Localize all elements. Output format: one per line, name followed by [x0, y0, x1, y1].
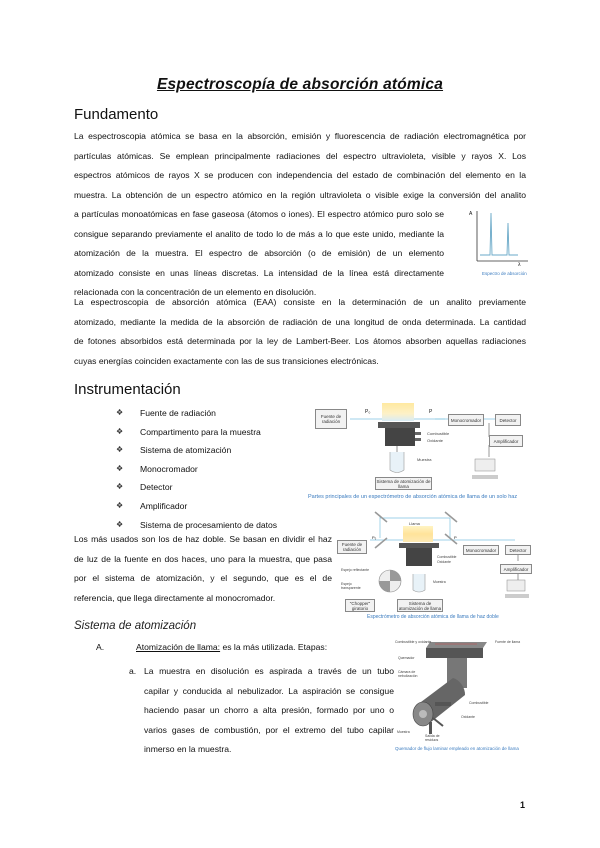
diagram-label-oxidant: Oxidante [461, 715, 476, 719]
laminar-flow-burner-figure [395, 630, 555, 755]
absorption-spectrum-figure [460, 205, 545, 280]
text-line: capilar y conducida al nebulizador. La aspiración se consigue [144, 685, 394, 696]
text-line: espectros atómicos de rayos X se producen con independencia del estado de combinación del elemento en la [74, 170, 526, 180]
list-item-label: Sistema de atomización [140, 445, 232, 456]
diagram-label-fuel: Combustible [427, 431, 450, 436]
document-title: Espectroscopía de absorción atómica [156, 76, 444, 93]
paragraph-double-beam [74, 530, 332, 608]
diagram-label-p: P [454, 535, 457, 540]
diamond-bullet-icon: ❖ [116, 500, 124, 510]
diagram-box-monochromator: Monocromador [463, 545, 499, 555]
list-item-label: Detector [140, 482, 173, 493]
list-item [116, 404, 277, 423]
diagram-label-flame: Llama [409, 521, 420, 526]
figure2-caption: Espectrómetro de absorción atómica de llama de haz doble [367, 614, 499, 620]
text-line: La espectroscopia de absorción atómica (EAA) consiste en la determinación de un analito previamente [74, 297, 526, 307]
text-line: atomizado, mediante la medida de la absorción de radiación de una longitud de onda determinada. La cantidad [74, 316, 526, 327]
figure1-caption: Partes principales de un espectrómetro de absorción atómica de llama de un solo haz [308, 494, 518, 500]
paragraph-fundamento-1 [74, 127, 526, 205]
diagram-label-mirror-bottom: Espejo transparente [341, 582, 361, 590]
diagram-label-sample: Muestra [417, 457, 432, 462]
text-line: inmerso en la muestra. [144, 744, 232, 754]
text-line: relacionada con la concentración de un elemento en disolución. [74, 287, 317, 297]
diagram-box-amplifier: Amplificador [489, 435, 523, 447]
diamond-bullet-icon: ❖ [116, 445, 124, 455]
list-item [116, 478, 277, 497]
section-heading-fundamento: Fundamento [74, 106, 159, 123]
diagram-label-oxidant: Oxidante [427, 438, 444, 443]
diagram-label-mirror-top: Espejo reflectante [341, 568, 370, 572]
list-item-label: Compartimento para la muestra [140, 426, 261, 437]
text-line: varios gases de combustión, por el extremo del tubo capilar [144, 724, 394, 735]
spectrum-caption: Espectro de absorción [482, 271, 527, 276]
diagram-label-sample: Muestra [397, 730, 410, 734]
paragraph-fundamento-2 [74, 293, 526, 371]
section-heading-instrumentacion: Instrumentación [74, 381, 181, 398]
list-item-label: Sistema de procesamiento de datos [140, 519, 278, 530]
diagram-box-detector: Detector [495, 414, 521, 426]
single-beam-spectrometer-figure [305, 395, 545, 505]
text-line: referencia, que llega directamente al monocromador. [74, 592, 276, 603]
diagram-label-outlet: Salida de residuos [425, 734, 440, 742]
text-line: de fotones absorbidos está determinada por la ley de Lambert-Beer. Los átomos absorben aquellas radiaciones [74, 336, 526, 346]
subsection-heading-atomizacion: Sistema de atomización [74, 620, 197, 632]
text-line: cuyas energías coinciden exactamente con las de sus transiciones electrónicas. [74, 355, 379, 366]
text-line: La espectroscopia atómica se basa en la absorción, emisión y fluorescencia de radiación electromagnética por [74, 131, 526, 141]
double-beam-spectrometer-figure [335, 508, 550, 623]
spectrum-y-label: A [469, 211, 473, 217]
diamond-bullet-icon: ❖ [116, 463, 124, 473]
text-line: consigue separando previamente el analito de todo lo de más a lo que este unido, mediante la [74, 228, 444, 239]
spectrum-chart-icon [460, 205, 545, 270]
diagram-label-fuel: Combustible [437, 555, 457, 559]
diamond-bullet-icon: ❖ [116, 408, 124, 417]
text-line: haciendo pasar un chorro a alta presión, formado por uno o [144, 705, 394, 715]
list-item [116, 460, 277, 479]
burner-diagram-icon [395, 630, 555, 745]
text-line: muestra. La obtención de un espectro atómico en la región ultravioleta o visible exige la conversión del analito [74, 189, 526, 200]
list-item [116, 497, 277, 516]
diamond-bullet-icon: ❖ [116, 482, 124, 492]
list-marker: a. [129, 666, 137, 676]
list-item [116, 423, 277, 442]
instrumentation-list [116, 404, 277, 534]
diagram-box-detector: Detector [505, 545, 531, 555]
diagram-label-oxidant: Oxidante [437, 560, 452, 564]
list-item-atomizacion-llama [96, 642, 327, 652]
term-atomizacion-llama: Atomización de llama: [136, 642, 221, 652]
list-item-label: Amplificador [140, 500, 188, 511]
diamond-bullet-icon: ❖ [116, 519, 124, 529]
step-a-text [144, 662, 394, 760]
diagram-box-monochromator: Monocromador [448, 414, 484, 426]
diagram-box-chopper: "Chopper" giratorio [345, 599, 375, 612]
text-line: de luz de la fuente en dos haces, uno para la muestra, que pasa [74, 553, 332, 564]
text-line: La muestra en disolución es aspirada a través de un tubo [144, 666, 394, 676]
diagram-label-fuel: Combustible [469, 701, 489, 705]
text-line: atomizado consiste en unas líneas discretas. La intensidad de la línea está directamente [74, 267, 444, 278]
diagram-label-ignition: Fuente de llama [495, 640, 521, 644]
list-item-label: Monocromador [140, 463, 198, 474]
text-line: por el sistema de atomización, y el segundo, que es el de [74, 573, 332, 583]
spectrum-x-label: λ [518, 262, 521, 268]
figure3-caption: Quemador de flujo laminar empleado en atomización de llama [395, 746, 519, 751]
diagram-label-burner: Quemador [398, 656, 415, 660]
diagram-box-amplifier: Amplificador [500, 564, 532, 574]
list-item [116, 441, 277, 460]
text-line: atomización de la muestra. El espectro de absorción (o de emisión) de un elemento [74, 248, 444, 258]
diamond-bullet-icon: ❖ [116, 426, 124, 436]
paragraph-fundamento-1-wrapped [74, 205, 444, 303]
diagram-box-atomizer: Sistema de atomización de llama [398, 600, 442, 611]
diagram-label-sample: Muestra [433, 580, 446, 584]
diagram-label-p: P [429, 409, 433, 415]
diagram-label-p0: P₀ [365, 409, 371, 415]
diagram-label-p0: P₀ [372, 535, 377, 540]
text-line: a partículas monoatómicas en fase gaseosa (átomos o iones). El espectro atómico puro solo se [74, 209, 444, 219]
list-item-label: Fuente de radiación [140, 408, 216, 418]
diagram-box-atomizer: Sistema de atomización de llama [376, 478, 431, 489]
list-item-text: es la más utilizada. Etapas: [220, 642, 328, 652]
list-marker: A. [96, 642, 105, 652]
diagram-label-chamber: Cámara de nebulización [398, 670, 418, 678]
text-line: partículas atómicas. Se emplean principalmente radiaciones del espectro ultravioleta, visible y rayos X. Los [74, 150, 526, 161]
text-line: Los más usados son los de haz doble. Se basan en dividir el haz [74, 534, 332, 544]
diagram-label-fuel-oxidant: Combustible y oxidante [395, 640, 432, 644]
diagram-box-source: Fuente de radiación [315, 409, 347, 429]
page-number: 1 [520, 800, 526, 810]
diagram-box-source: Fuente de radiación [337, 540, 367, 554]
